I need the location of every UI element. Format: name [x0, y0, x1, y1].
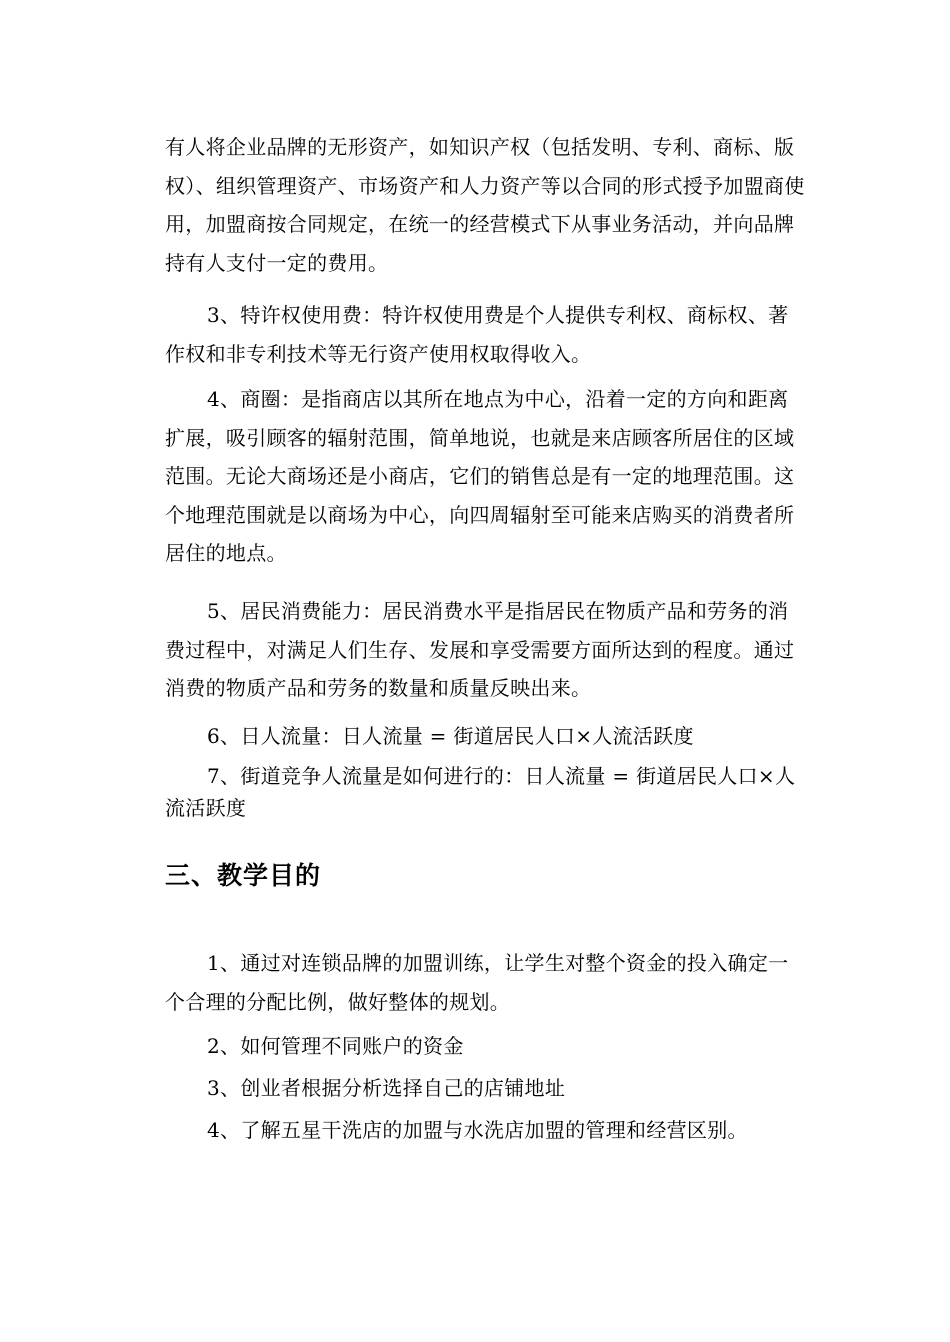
paragraph-daily-traffic: 6、日人流量：日人流量 = 街道居民人口×人流活跃度 — [207, 724, 694, 748]
paragraph-trade-area: 4、商圈：是指商店以其所在地点为中心，沿着一定的方向和距离扩展，吸引顾客的辐射范围，简单地说，也就是来店顾客所居住的区域范围。无论大商场还是小商店，它们的销售总是有一定的地理范围。这个地理范围就是以商场为中心，向四周辐射至可能来店购买的消费者所居住的地点。 — [165, 387, 795, 565]
paragraph-royalty-fee: 3、特许权使用费：特许权使用费是个人提供专利权、商标权、著作权和非专利技术等无行资产使用权取得收入。 — [165, 303, 789, 366]
paragraph-consumption-ability: 5、居民消费能力：居民消费水平是指居民在物质产品和劳务的消费过程中，对满足人们生存、发展和享受需要方面所达到的程度。通过消费的物质产品和劳务的数量和质量反映出来。 — [165, 599, 795, 700]
objective-item-1: 1、通过对连锁品牌的加盟训练，让学生对整个资金的投入确定一个合理的分配比例，做好整体的规划。 — [165, 951, 789, 1014]
paragraph-street-competition: 7、街道竞争人流量是如何进行的：日人流量 = 街道居民人口×人流活跃度 — [165, 764, 796, 820]
section-heading-teaching-objectives: 三、教学目的 — [165, 861, 322, 890]
objective-item-2: 2、如何管理不同账户的资金 — [207, 1034, 464, 1058]
objective-item-4: 4、了解五星干洗店的加盟与水洗店加盟的管理和经营区别。 — [207, 1118, 748, 1142]
objective-item-3: 3、创业者根据分析选择自己的店铺地址 — [207, 1076, 566, 1100]
paragraph-franchise-definition: 有人将企业品牌的无形资产，如知识产权（包括发明、专利、商标、版权）、组织管理资产、市场资产和人力资产等以合同的形式授予加盟商使用，加盟商按合同规定，在统一的经营模式下从事业务活动，并向品牌持有人支付一定的费用。 — [165, 135, 805, 275]
